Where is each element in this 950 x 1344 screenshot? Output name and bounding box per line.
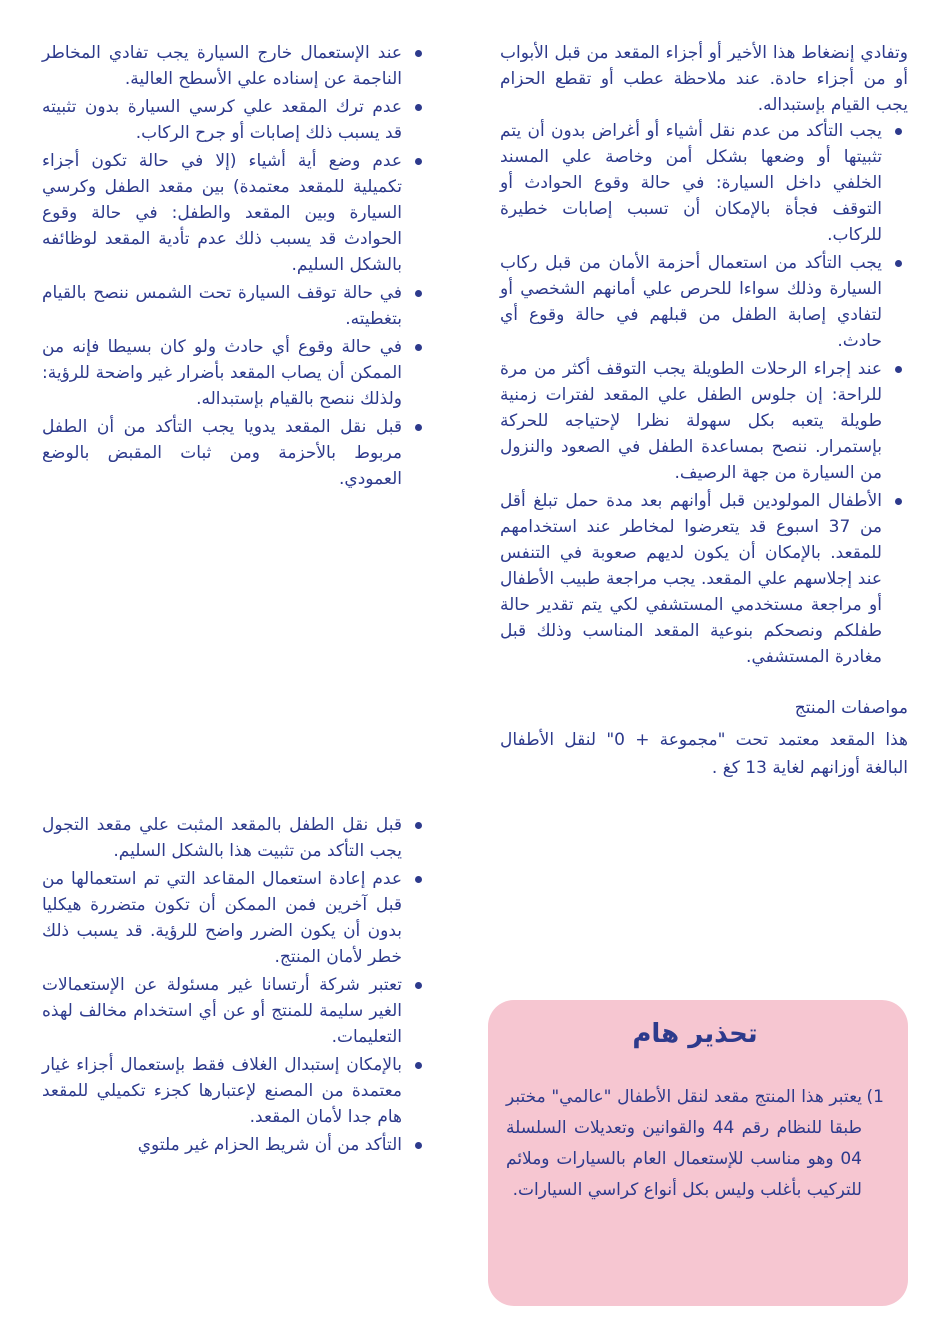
warning-item: [506, 1082, 884, 1206]
bullet-icon: [895, 260, 902, 267]
list-item: بالإمكان إستبدال الغلاف فقط بإستعمال أجزاء غيار معتمدة من المصنع لإعتبارها كجزء تكميلي للمقعد هام جدا لأمان المقعد.: [42, 1052, 428, 1130]
list-item: يجب التأكد من عدم نقل أشياء أو أغراض بدون أن يتم تثبيتها أو وضعها بشكل أمن وخاصة علي المسند الخلفي داخل السيارة: في حالة وقوع الحوادث أو التوقف فجأة بالإمكان أن تسبب إصابات خطيرة للركاب.: [500, 118, 908, 248]
bullet-icon: [415, 50, 422, 57]
bullet-icon: [895, 128, 902, 135]
list-item: عدم إعادة استعمال المقاعد التي تم استعمالها من قبل آخرين فمن الممكن أن تكون متضررة هيكليا بدون أن يكون الضرر واضح للرؤية. قد يسبب ذلك خطر لأمان المنتج.: [42, 866, 428, 970]
bullet-icon: [415, 982, 422, 989]
specs-text: هذا المقعد معتمد تحت "مجموعة + 0" لنقل الأطفال البالغة أوزانهم لغاية 13 كغ .: [500, 730, 908, 778]
left-top-bullet-list: [42, 40, 428, 492]
bullet-icon: [415, 1142, 422, 1149]
warning-box: [488, 1000, 908, 1306]
left-column-bottom: [42, 812, 428, 1160]
list-item: في حالة توقف السيارة تحت الشمس ننصح بالقيام بتغطيته.: [42, 280, 428, 332]
warning-text: يعتبر هذا المنتج مقعد لنقل الأطفال "عالمي" مختبر طبقا للنظام رقم 44 والقوانين وتعديلات السلسلة 04 وهو مناسب للإستعمال العام بالسيارات وملائم للتركيب بأغلب وليس بكل أنواع كراسي السيارات.: [506, 1087, 862, 1200]
list-item: قبل نقل المقعد يدويا يجب التأكد من أن الطفل مربوط بالأحزمة ومن ثبات المقبض بالوضع العمودي.: [42, 414, 428, 492]
bullet-icon: [415, 158, 422, 165]
specs-title: مواصفات المنتج: [794, 698, 908, 718]
list-item: تعتبر شركة أرتسانا غير مسئولة عن الإستعمالات الغير سليمة للمنتج أو عن أي استخدام مخالف لهذه التعليمات.: [42, 972, 428, 1050]
bullet-icon: [415, 1062, 422, 1069]
list-item: في حالة وقوع أي حادث ولو كان بسيطا فإنه من الممكن أن يصاب المقعد بأضرار غير واضحة للرؤية: ولذلك ننصح بالقيام بإستبداله.: [42, 334, 428, 412]
list-item: التأكد من أن شريط الحزام غير ملتوي: [42, 1132, 428, 1158]
list-item: عند إجراء الرحلات الطويلة يجب التوقف أكثر من مرة للراحة: إن جلوس الطفل علي المقعد لفترات زمنية طويلة يتعبه بكل سهولة نظرا لإحتياجه للحركة بإستمرار. ننصح بمساعدة الطفل في الصعود والنزول من السيارة من جهة الرصيف.: [500, 356, 908, 486]
intro-paragraph: وتفادي إنضغاط هذا الأخير أو أجزاء المقعد من قبل الأبواب أو من أجزاء حادة. عند ملاحظة عطب أو تقطع الحزام يجب القيام بإستبداله.: [500, 43, 908, 115]
right-column: [500, 40, 908, 782]
warning-number: 1): [866, 1087, 884, 1107]
bullet-icon: [895, 366, 902, 373]
bullet-icon: [415, 424, 422, 431]
bullet-icon: [415, 104, 422, 111]
list-item: عند الإستعمال خارج السيارة يجب تفادي المخاطر الناجمة عن إسناده علي الأسطح العالية.: [42, 40, 428, 92]
list-item: عدم ترك المقعد علي كرسي السيارة بدون تثبيته قد يسبب ذلك إصابات أو جرح الركاب.: [42, 94, 428, 146]
bullet-icon: [415, 344, 422, 351]
product-specs: [500, 694, 908, 782]
list-item: عدم وضع أية أشياء (إلا في حالة تكون أجزاء تكميلية للمقعد معتمدة) بين مقعد الطفل وكرسي السيارة وبين المقعد والطفل: في حالة وقوع الحوادث قد يسبب ذلك عدم تأدية المقعد لوظائفه بالشكل السليم.: [42, 148, 428, 278]
bullet-icon: [895, 498, 902, 505]
left-bottom-bullet-list: [42, 812, 428, 1158]
right-bullet-list: [500, 118, 908, 670]
list-item: قبل نقل الطفل بالمقعد المثبت علي مقعد التجول يجب التأكد من تثبيت هذا بالشكل السليم.: [42, 812, 428, 864]
bullet-icon: [415, 822, 422, 829]
list-item: الأطفال المولودين قبل أوانهم بعد مدة حمل تبلغ أقل من 37 اسبوع قد يتعرضوا لمخاطر عند استخدامهم للمقعد. بالإمكان أن يكون لديهم صعوبة في التنفس عند إجلاسهم علي المقعد. يجب مراجعة طبيب الأطفال أو مراجعة مستخدمي المستشفي لكي يتم تقدير حالة طفلكم ونصحكم بنوعية المقعد المناسب وذلك قبل مغادرة المستشفي.: [500, 488, 908, 670]
list-item: يجب التأكد من استعمال أحزمة الأمان من قبل ركاب السيارة وذلك سواءا للحرص علي أمانهم الشخصي أو لتفادي إصابة الطفل من قبلهم في حالة وقوع أي حادث.: [500, 250, 908, 354]
warning-title: تحذير هام: [632, 1019, 758, 1049]
bullet-icon: [415, 290, 422, 297]
left-column-top: [42, 40, 428, 494]
bullet-icon: [415, 876, 422, 883]
